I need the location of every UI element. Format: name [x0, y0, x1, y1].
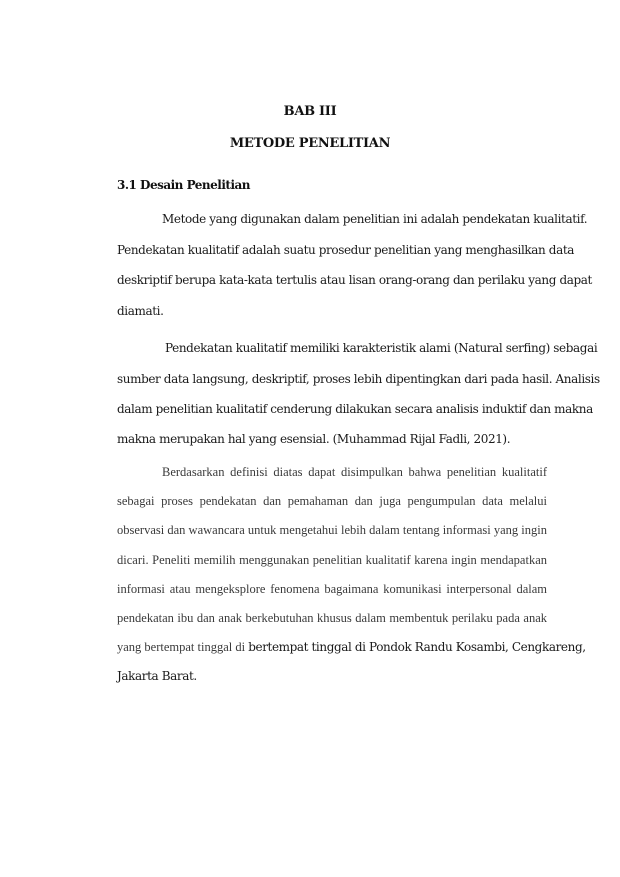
paragraph-3-line: informasi atau mengeksplore fenomena bagaimana komunikasi interpersonal dalam — [117, 582, 547, 596]
chapter-number: BAB III — [283, 104, 337, 119]
paragraph-1-line: Metode yang digunakan dalam penelitian ini adalah pendekatan kualitatif. — [162, 212, 588, 226]
paragraph-2-line: makna merupakan hal yang esensial. (Muhammad Rijal Fadli, 2021). — [117, 432, 511, 446]
paragraph-3-line: sebagai proses pendekatan dan pemahaman dan juga pengumpulan data melalui — [117, 494, 547, 508]
paragraph-2-line: dalam penelitian kualitatif cenderung dilakukan secara analisis induktif dan makna — [117, 402, 593, 416]
paragraph-2-line: sumber data langsung, deskriptif, proses lebih dipentingkan dari pada hasil. Analisis — [117, 372, 600, 386]
paragraph-3-location: bertempat tinggal di Pondok Randu Kosambi, Cengkareng, — [248, 640, 586, 654]
section-heading: 3.1 Desain Penelitian — [117, 178, 251, 192]
paragraph-2-line: Pendekatan kualitatif memiliki karakteristik alami (Natural serfing) sebagai — [165, 341, 598, 355]
chapter-title: METODE PENELITIAN — [229, 136, 391, 151]
paragraph-3-line: observasi dan wawancara untuk mengetahui lebih dalam tentang informasi yang ingin — [117, 523, 547, 537]
paragraph-1-line: diamati. — [117, 304, 164, 318]
paragraph-3-mixed-line — [117, 640, 586, 655]
paragraph-3-line: pendekatan ibu dan anak berkebutuhan khusus dalam membentuk perilaku pada anak — [117, 611, 547, 625]
paragraph-1-line: deskriptif berupa kata-kata tertulis atau lisan orang-orang dan perilaku yang dapat — [117, 273, 592, 287]
paragraph-3-line: Berdasarkan definisi diatas dapat disimpulkan bahwa penelitian kualitatif — [162, 465, 547, 479]
paragraph-3-line: dicari. Peneliti memilih menggunakan penelitian kualitatif karena ingin mendapatkan — [117, 553, 547, 567]
paragraph-3-line-part: yang bertempat tinggal di — [117, 640, 249, 654]
paragraph-1-line: Pendekatan kualitatif adalah suatu prosedur penelitian yang menghasilkan data — [117, 243, 575, 257]
paragraph-3-line: Jakarta Barat. — [117, 669, 197, 683]
